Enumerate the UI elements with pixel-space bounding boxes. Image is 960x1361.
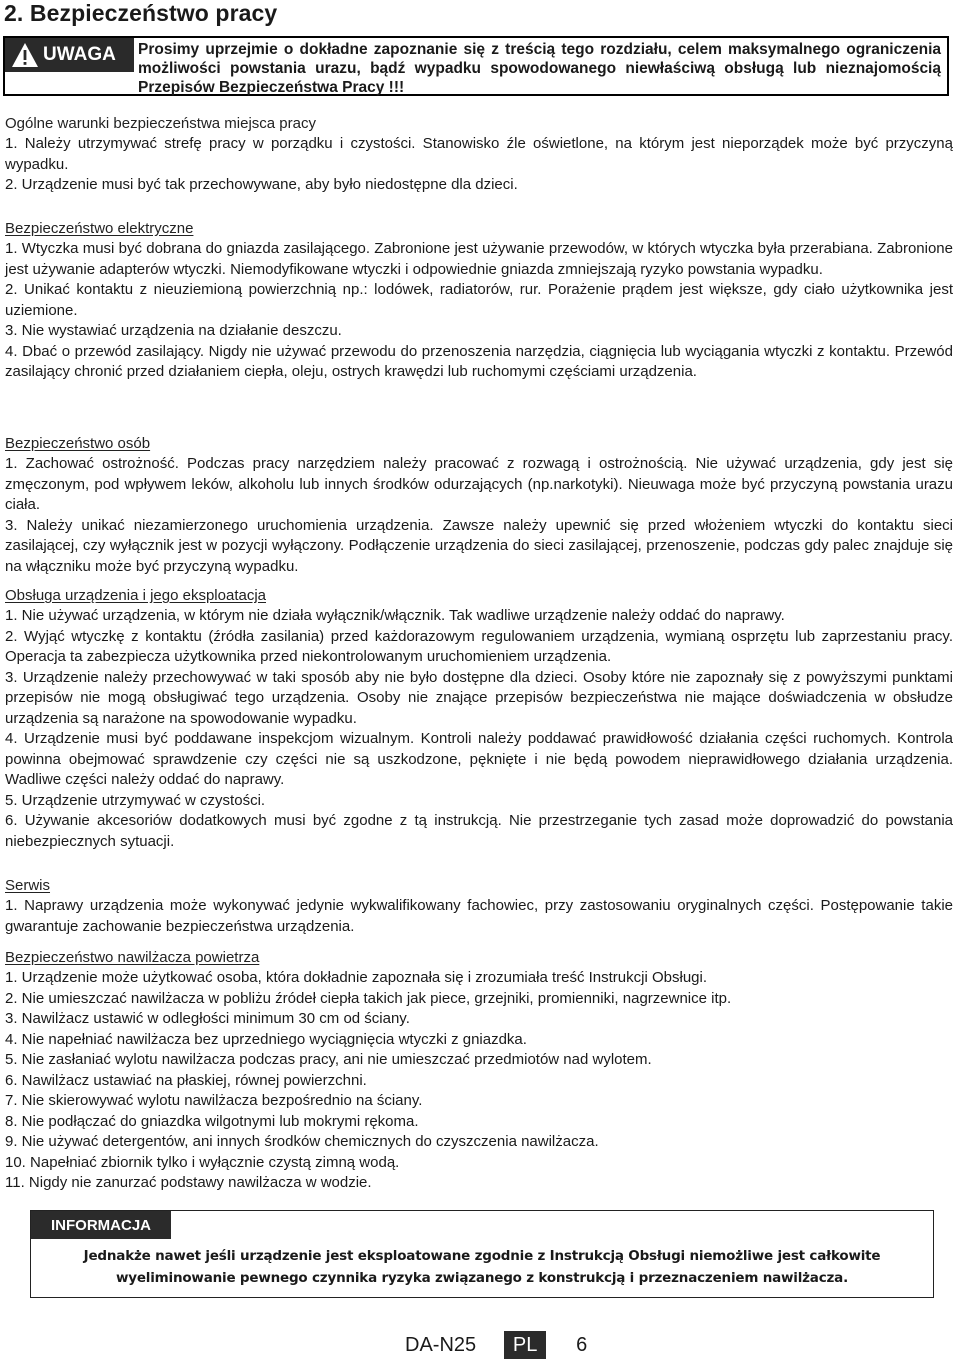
list-item: 5. Urządzenie utrzymywać w czystości. [5, 791, 266, 809]
list-item: 1. Wtyczka musi być dobrana do gniazda zasilającego. Zabronione jest używanie przewodów, w których wtyczka była przerabiana. Zabronione jest używanie adapterów wtyczki. Niemodyfikowane wtyczki i odpowiednie gniazda zmniejszają ryzyko powstania wypadku. [5, 240, 953, 278]
warning-label: UWAGA [43, 44, 116, 65]
list-item: 6. Nawilżacz ustawiać na płaskiej, równej powierzchni. [5, 1071, 367, 1089]
list-item: 2. Wyjąć wtyczkę z kontaktu (źródła zasilania) przed każdorazowym regulowaniem urządzenia, wymianą osprzętu lub zaprzestaniu pracy. Operacja ta zabezpiecza użytkownika przed niekontrolowanym uruchomieniem urządzenia. [5, 627, 953, 665]
list-item: 3. Urządzenie należy przechowywać w taki sposób aby nie było dostępne dla dzieci. Osoby które nie zapoznały się z powyższymi punktami przepisów nie mogą obsługiwać tego urządzenia. Osoby nie znające przepisów bezpieczeństwa nie mające doświadczenia w obsłudze urządzenia są narażone na spowodowanie wypadku. [5, 668, 953, 727]
list-item: 1. Zachować ostrożność. Podczas pracy narzędziem należy pracować z rozwagą i ostrożnością. Nie używać urządzenia, gdy jest się zmęczonym, pod wpływem leków, alkoholu lub innych środków odurzających (np.narkotyki). Nieuwaga może być przyczyną powstania urazu ciała. [5, 455, 953, 513]
section-persons [5, 434, 953, 577]
list-item: 1. Należy utrzymywać strefę pracy w porządku i czystości. Stanowisko źle oświetlone, na którym jest nieporządek może być przyczyną wypadku. [5, 135, 953, 173]
list-item: 9. Nie używać detergentów, ani innych środków chemicznych do czyszczenia nawilżacza. [5, 1133, 599, 1150]
list-item: 1. Nie używać urządzenia, w którym nie działa wyłącznik/włącznik. Tak wadliwe urządzenie należy oddać do naprawy. [5, 607, 785, 624]
list-item: 4. Urządzenie musi być poddawane inspekcjom wizualnym. Kontroli należy poddawać prawidłowość działania części ruchomych. Kontrola powinna obejmować sprawdzenie czy części nie są uszkodzone, pęknięte i nie będą powodem nieprawidłowego działania urządzenia. Wadliwe części należy oddać do naprawy. [5, 730, 953, 788]
section-heading: Ogólne warunki bezpieczeństwa miejsca pracy [5, 115, 316, 132]
list-item: 1. Urządzenie może użytkować osoba, która dokładnie zapoznała się i zrozumiała treść Instrukcji Obsługi. [5, 969, 707, 986]
list-item: 4. Nie napełniać nawilżacza bez uprzedniego wyciągnięcia wtyczki z gniazdka. [5, 1030, 527, 1048]
info-box [30, 1210, 934, 1298]
info-text: Jednakże nawet jeśli urządzenie jest eksploatowane zgodnie z Instrukcją Obsługi niemożliwe jest całkowite wyeliminowanie pewnego czynnika ryzyka związanego z konstrukcją i przeznaczeniem nawilżacza. [83, 1248, 881, 1286]
warning-text: Prosimy uprzejmie o dokładne zapoznanie się z treścią tego rozdziału, celem maksymalnego ograniczenia możliwości powstania urazu, bądź wypadku spowodowanego niewłaściwą obsługą lub nieznajomością Przepisów Bezpieczeństwa Pracy !!! [138, 41, 941, 96]
list-item: 4. Dbać o przewód zasilający. Nigdy nie używać przewodu do przenoszenia narzędzia, ciągnięcia lub wyciągania wtyczki z kontaktu. Przewód zasilający chronić przed działaniem ciepła, oleju, ostrych krawędzi lub ruchomymi częściami urządzenia. [5, 342, 953, 380]
section-humidifier [5, 948, 953, 1194]
section-heading: Bezpieczeństwo osób [5, 435, 151, 452]
section-heading: Serwis [5, 877, 51, 894]
language-badge: PL [504, 1331, 546, 1359]
list-item: 2. Urządzenie musi być tak przechowywane, aby było niedostępne dla dzieci. [5, 176, 518, 193]
section-operation [5, 586, 953, 852]
page-number: 6 [576, 1333, 588, 1356]
list-item: 7. Nie skierowywać wylotu nawilżacza bezpośrednio na ściany. [5, 1092, 423, 1109]
list-item: 3. Należy unikać niezamierzonego uruchomienia urządzenia. Zawsze należy upewnić się przed włożeniem wtyczki do kontaktu sieci zasilającej, czy wyłącznik jest w pozycji wyłączony. Podłączenie urządzenia do sieci zasilającej, przenoszenie, podczas gdy palec znajduje się na włączniku może być przyczyną wypadku. [5, 516, 953, 575]
section-heading: Bezpieczeństwo elektryczne [5, 220, 194, 237]
warning-badge [5, 38, 134, 72]
list-item: 5. Nie zasłaniać wylotu nawilżacza podczas pracy, ani nie umieszczać przedmiotów nad wylotem. [5, 1051, 652, 1068]
list-item: 10. Napełniać zbiornik tylko i wyłącznie czystą zimną wodą. [5, 1153, 400, 1171]
list-item: 3. Nie wystawiać urządzenia na działanie deszczu. [5, 322, 342, 339]
section-heading: Bezpieczeństwo nawilżacza powietrza [5, 949, 260, 966]
section-service [5, 876, 953, 937]
list-item: 2. Nie umieszczać nawilżacza w pobliżu źródeł ciepła takich jak piece, grzejniki, promienniki, nagrzewnice itp. [5, 989, 732, 1007]
section-heading: Obsługa urządzenia i jego eksploatacja [5, 587, 266, 604]
info-badge: INFORMACJA [31, 1211, 171, 1239]
list-item: 11. Nigdy nie zanurzać podstawy nawilżacza w wodzie. [5, 1174, 372, 1191]
page-title: 2. Bezpieczeństwo pracy [4, 0, 278, 26]
section-general [5, 114, 953, 196]
list-item: 3. Nawilżacz ustawić w odległości minimum 30 cm od ściany. [5, 1010, 410, 1027]
list-item: 1. Naprawy urządzenia może wykonywać jedynie wykwalifikowany fachowiec, przy zastosowaniu oryginalnych części. Postępowanie takie gwarantuje zachowanie bezpieczeństwa urządzenia. [5, 897, 953, 935]
section-electrical [5, 219, 953, 383]
list-item: 2. Unikać kontaktu z nieuziemioną powierzchnią np.: lodówek, radiatorów, rur. Porażenie prądem jest większe, gdy ciało użytkownika jest uziemione. [5, 281, 953, 319]
warning-box [3, 36, 949, 96]
page-footer [405, 1330, 587, 1360]
list-item: 8. Nie podłączać do gniazdka wilgotnymi lub mokrymi rękoma. [5, 1112, 419, 1130]
list-item: 6. Używanie akcesoriów dodatkowych musi być zgodne z tą instrukcją. Nie przestrzeganie tych zasad może doprowadzić do powstania niebezpiecznych sytuacji. [5, 812, 953, 850]
model-number: DA-N25 [405, 1333, 477, 1356]
warning-triangle-icon [11, 42, 39, 68]
